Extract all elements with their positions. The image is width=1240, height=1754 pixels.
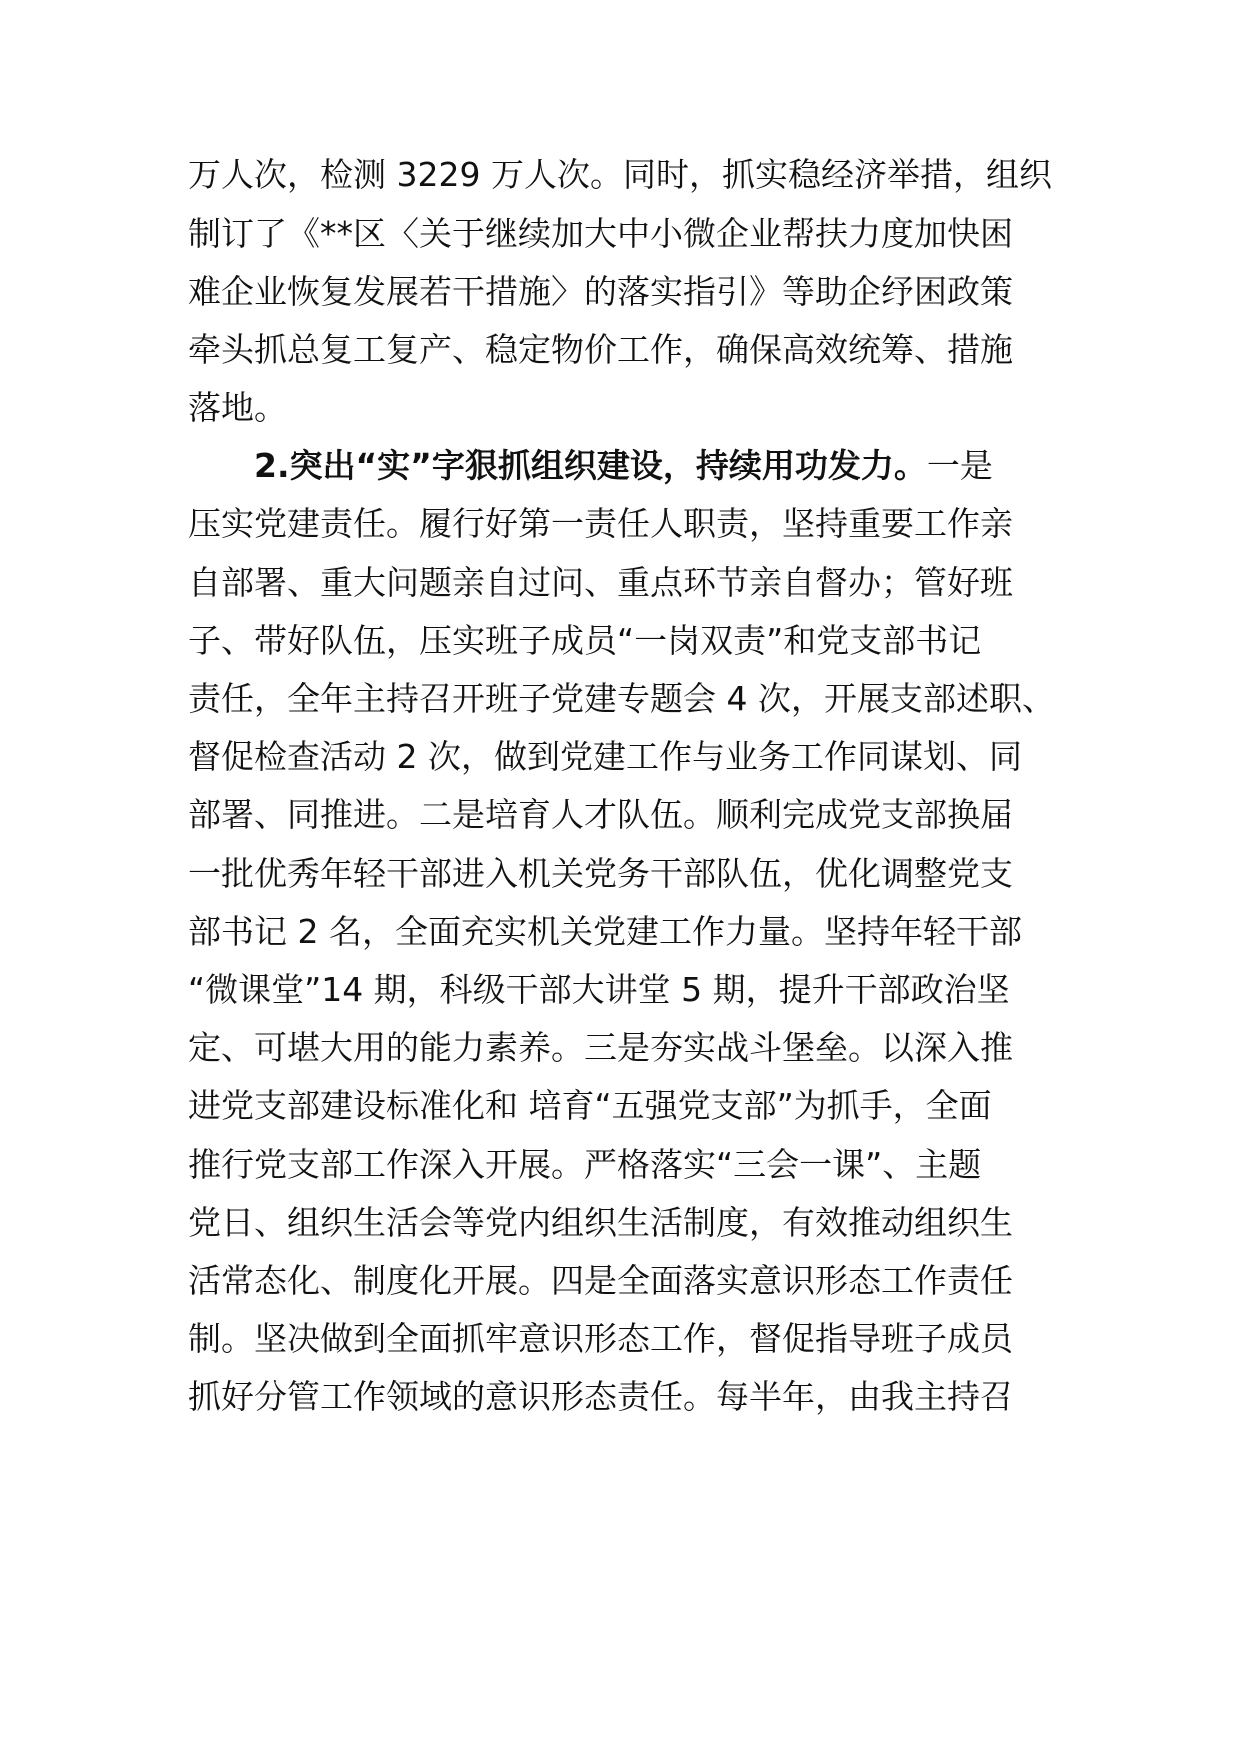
text-line-22: 抓好分管工作领域的意识形态责任。每半年，由我主持召 (188, 1377, 1013, 1416)
text-line-15: “微课堂”14 期，科级干部大讲堂 5 期，提升干部政治坚 (188, 970, 1010, 1009)
text-line-19: 党日、组织生活会等党内组织生活制度，有效推动组织生 (188, 1203, 1013, 1242)
text-line-11: 督促检查活动 2 次，做到党建工作与业务工作同谋划、同 (188, 737, 1022, 776)
text-line-21: 制。坚决做到全面抓牢意识形态工作，督促指导班子成员 (188, 1319, 1013, 1358)
text-line-14: 部书记 2 名，全面充实机关党建工作力量。坚持年轻干部 (188, 912, 1022, 951)
text-line-13: 一批优秀年轻干部进入机关党务干部队伍，优化调整党支 (188, 854, 1013, 893)
text-line-16: 定、可堪大用的能力素养。三是夯实战斗堡垒。以深入推 (188, 1028, 1013, 1067)
text-line-17: 进党支部建设标准化和 培育“五强党支部”为抓手，全面 (188, 1086, 992, 1125)
text-line-5: 落地。 (188, 388, 287, 427)
section-heading-line (254, 444, 993, 488)
text-line-8: 自部署、重大问题亲自过问、重点环节亲自督办；管好班 (188, 563, 1013, 602)
section-heading: 2.突出“实”字狠抓组织建设，持续用功发力。 (254, 446, 927, 485)
text-line-4: 牵头抓总复工复产、稳定物价工作，确保高效统筹、措施 (188, 330, 1013, 369)
text-line-2: 制订了《**区〈关于继续加大中小微企业帮扶力度加快困 (188, 214, 1013, 253)
text-line-9: 子、带好队伍，压实班子成员“一岗双责”和党支部书记 (188, 621, 982, 660)
heading-trailing-text: 一是 (926, 446, 993, 485)
text-line-12: 部署、同推进。二是培育人才队伍。顺利完成党支部换届 (188, 795, 1013, 834)
text-line-1: 万人次，检测 3229 万人次。同时，抓实稳经济举措，组织 (188, 155, 1052, 194)
text-line-20: 活常态化、制度化开展。四是全面落实意识形态工作责任 (188, 1261, 1013, 1300)
text-line-7: 压实党建责任。履行好第一责任人职责，坚持重要工作亲 (188, 504, 1013, 543)
text-line-18: 推行党支部工作深入开展。严格落实“三会一课”、主题 (188, 1145, 982, 1184)
text-line-3: 难企业恢复发展若干措施〉的落实指引》等助企纾困政策 (188, 272, 1013, 311)
text-line-10: 责任，全年主持召开班子党建专题会 4 次，开展支部述职、 (188, 679, 1055, 718)
